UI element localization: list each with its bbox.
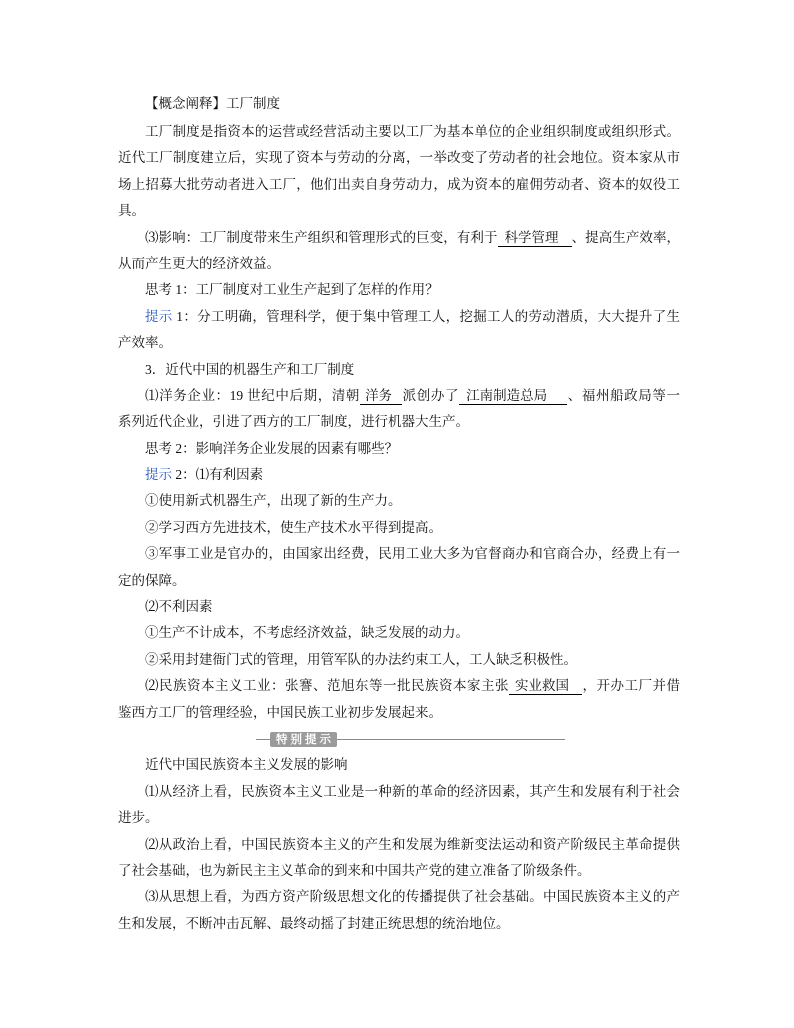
unfavorable-item: ①生产不计成本，不考虑经济效益，缺乏发展的动力。 <box>145 625 469 641</box>
favorable-item: 定的保障。 <box>118 572 186 588</box>
concept-definition-line: 场上招募大批劳动者进入工厂，他们出卖自身劳动力，成为资本的雇佣劳动者、资本的奴役工 <box>118 176 680 192</box>
national-industry-line: 鉴西方工厂的管理经验，中国民族工业初步发展起来。 <box>118 704 442 720</box>
hint-label: 提示 <box>145 308 173 324</box>
special-tip-point: 生和发展，不断冲击瓦解、最终动摇了封建正统思想的统治地位。 <box>118 915 510 931</box>
yangwu-text: 、福州船政局等一 <box>567 387 681 403</box>
special-tip-point: ⑵从政治上看，中国民族资本主义的产生和发展为维新变法运动和资产阶级民主革命提供 <box>145 836 680 852</box>
hint-text: 1：分工明确，管理科学，便于集中管理工人，挖掘工人的劳动潜质，大大提升了生 <box>172 308 680 324</box>
special-tip-title: 近代中国民族资本主义发展的影响 <box>145 757 348 773</box>
hint-label: 提示 <box>145 467 172 483</box>
fill-blank-answer: 江南制造总局 <box>459 387 567 405</box>
think1-hint-line: 产效率。 <box>118 335 172 351</box>
special-tip-point: 了社会基础，也为新民主主义革命的到来和中国共产党的建立准备了阶级条件。 <box>118 862 591 878</box>
fill-blank-answer: 实业救国 <box>509 677 582 695</box>
impact-line <box>118 225 680 251</box>
special-tip-banner <box>118 726 680 752</box>
think2-question: 思考 2：影响洋务企业发展的因素有哪些？ <box>145 440 399 456</box>
banner-rule-right <box>337 739 565 740</box>
think1-question: 思考 1：工厂制度对工业生产起到了怎样的作用？ <box>145 282 439 298</box>
unfavorable-heading: ⑵不利因素 <box>145 599 213 615</box>
special-tip-point: ⑶从思想上看，为西方资产阶级思想文化的传播提供了社会基础。中国民族资本主义的产 <box>145 889 680 905</box>
favorable-item: ①使用新式机器生产，出现了新的生产力。 <box>145 493 402 509</box>
unfavorable-item: ②采用封建衙门式的管理，用管军队的办法约束工人，工人缺乏积极性。 <box>145 651 577 667</box>
special-tip-point: 进步。 <box>118 810 159 826</box>
fill-blank-answer: 科学管理 <box>498 229 572 247</box>
impact-text: 、提高生产效率， <box>571 229 681 245</box>
special-tip-point: ⑴从经济上看，民族资本主义工业是一种新的革命的经济因素，其产生和发展有利于社会 <box>145 783 680 799</box>
yangwu-line: 系列近代企业，引进了西方的工厂制度，进行机器大生产。 <box>118 414 469 430</box>
national-industry-line <box>118 673 680 699</box>
concept-heading: 【概念阐释】工厂制度 <box>145 96 280 111</box>
concept-definition-line: 具。 <box>118 203 145 219</box>
yangwu-text: ⑴洋务企业：19 世纪中后期，清朝 <box>145 387 361 403</box>
special-tip-label: 特别提示 <box>270 732 337 747</box>
concept-definition-line: 近代工厂制度建立后，实现了资本与劳动的分离，一举改变了劳动者的社会地位。资本家从市 <box>118 150 680 166</box>
section-heading: 3．近代中国的机器生产和工厂制度 <box>145 361 355 377</box>
impact-text: ⑶影响：工厂制度带来生产组织和管理形式的巨变，有利于 <box>145 229 498 245</box>
hint-text: 2：⑴有利因素 <box>172 467 264 483</box>
national-text: ，开办工厂并借 <box>582 678 680 694</box>
concept-definition-line: 工厂制度是指资本的运营或经营活动主要以工厂为基本单位的企业组织制度或组织形式。 <box>145 124 680 139</box>
fill-blank-answer: 洋务 <box>360 387 402 405</box>
yangwu-text: 派创办了 <box>402 387 460 403</box>
impact-line: 从而产生更大的经济效益。 <box>118 255 280 271</box>
special-tip-band <box>256 726 565 752</box>
favorable-item: ③军事工业是官办的，由国家出经费，民用工业大多为官督商办和官商合办，经费上有一 <box>145 546 680 562</box>
favorable-item: ②学习西方先进技术，使生产技术水平得到提高。 <box>145 519 442 535</box>
banner-rule-left <box>256 739 270 740</box>
think2-hint-line <box>118 462 680 488</box>
think1-hint-line <box>118 304 680 330</box>
national-text: ⑵民族资本主义工业：张謇、范旭东等一批民族资本家主张 <box>145 678 509 694</box>
yangwu-line <box>118 383 680 409</box>
document-body <box>118 89 680 937</box>
